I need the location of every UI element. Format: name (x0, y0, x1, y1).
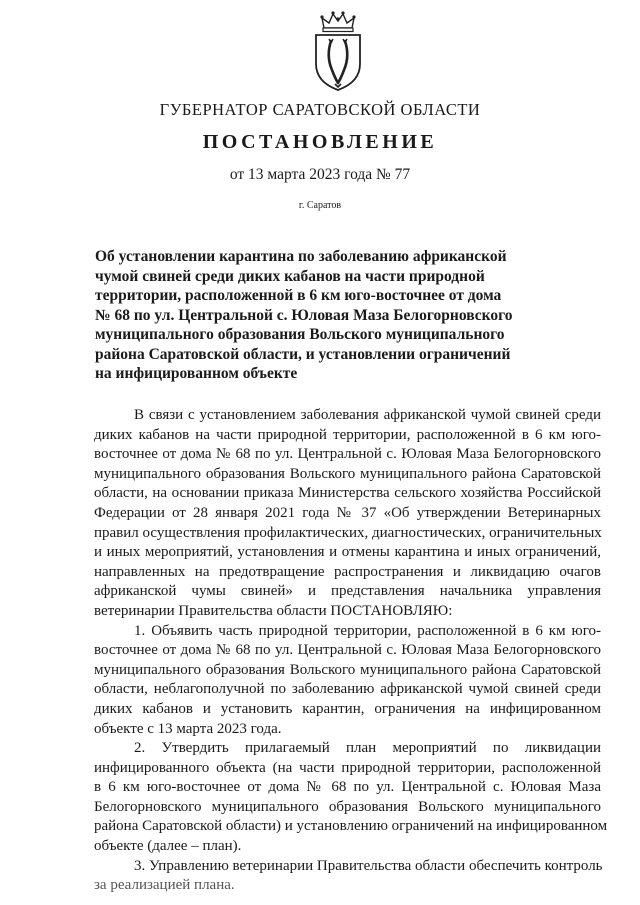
coat-of-arms-icon (302, 8, 374, 94)
title-line: чумой свиней среди диких кабанов на части природной (95, 267, 485, 285)
document-title (95, 247, 513, 384)
issuer-heading: ГУБЕРНАТОР САРАТОВСКОЙ ОБЛАСТИ (159, 100, 481, 119)
body-line: 1. Объявить часть природной территории, расположенной в 6 км юго- (134, 622, 601, 639)
body-line: муниципального образования Вольского муниципального района Саратовской (94, 465, 601, 482)
body-line: муниципального образования Вольского муниципального района Саратовской (94, 661, 601, 678)
body-line: направленных на предотвращение распространения и ликвидацию очагов (94, 563, 601, 580)
body-line: Белогорновского муниципального образования Вольского муниципального (94, 798, 601, 815)
title-line: на инфицированном объекте (95, 365, 298, 382)
body-line: за реализацией плана. (94, 877, 235, 894)
body-line: и иных мероприятий, установления и отмены карантина и иных ограничений, (94, 544, 601, 561)
body-line: 3. Управлению ветеринарии Правительства области обеспечить контроль (134, 857, 603, 874)
document-city: г. Саратов (298, 200, 342, 211)
body-line: объекте (далее – план). (94, 838, 242, 855)
body-line: 2. Утвердить прилагаемый план мероприятий по ликвидации (134, 740, 601, 757)
body-line: района Саратовской области) и установлению ограничений на инфицированном (94, 818, 608, 835)
body-line: В связи с установлением заболевания африканской чумой свиней среди (134, 407, 601, 423)
body-line: объекте с 13 марта 2023 года. (94, 720, 282, 737)
body-line: диких кабанов на части природной территории, расположенной в 6 км юго- (94, 426, 601, 443)
body-line: ветеринарии Правительства области ПОСТАНОВЛЯЮ: (94, 602, 453, 619)
title-line: района Саратовской области, и установлении ограничений (95, 345, 511, 363)
body-line: инфицированного объекта (на части природной территории, расположенной (94, 759, 601, 776)
body-line: восточнее от дома № 68 по ул. Центральной с. Юловая Маза Белогорновского (94, 446, 601, 463)
title-line: территории, расположенной в 6 км юго-восточнее от дома (95, 287, 502, 304)
body-line: в 6 км юго-восточнее от дома № 68 по ул. Центральной с. Юловая Маза (94, 779, 601, 796)
title-line: муниципального образования Вольского муниципального (95, 326, 505, 343)
body-line: восточнее от дома № 68 по ул. Центральной с. Юловая Маза Белогорновского (94, 642, 601, 659)
title-line: № 68 по ул. Центральной с. Юловая Маза Белогорновского (95, 306, 513, 324)
body-line: области, на основании приказа Министерства сельского хозяйства Российской (94, 485, 601, 502)
body-line: правил осуществления профилактических, диагностических, ограничительных (94, 524, 602, 541)
title-line: Об установлении карантина по заболеванию африканской (95, 248, 507, 265)
document-body (94, 406, 608, 896)
body-line: африканской чумы свиней» и представления начальника управления (94, 583, 601, 600)
body-line: области, неблагополучной по заболеванию африканской чумой свиней среди (94, 681, 601, 698)
body-line: Федерации от 28 января 2021 года № 37 «Об утверждении Ветеринарных (94, 504, 601, 521)
document-date-number: от 13 марта 2023 года № 77 (229, 166, 411, 183)
body-line: диких кабанов и установить карантин, ограничения на инфицированном (94, 700, 601, 717)
document-type-heading: ПОСТАНОВЛЕНИЕ (202, 131, 438, 153)
